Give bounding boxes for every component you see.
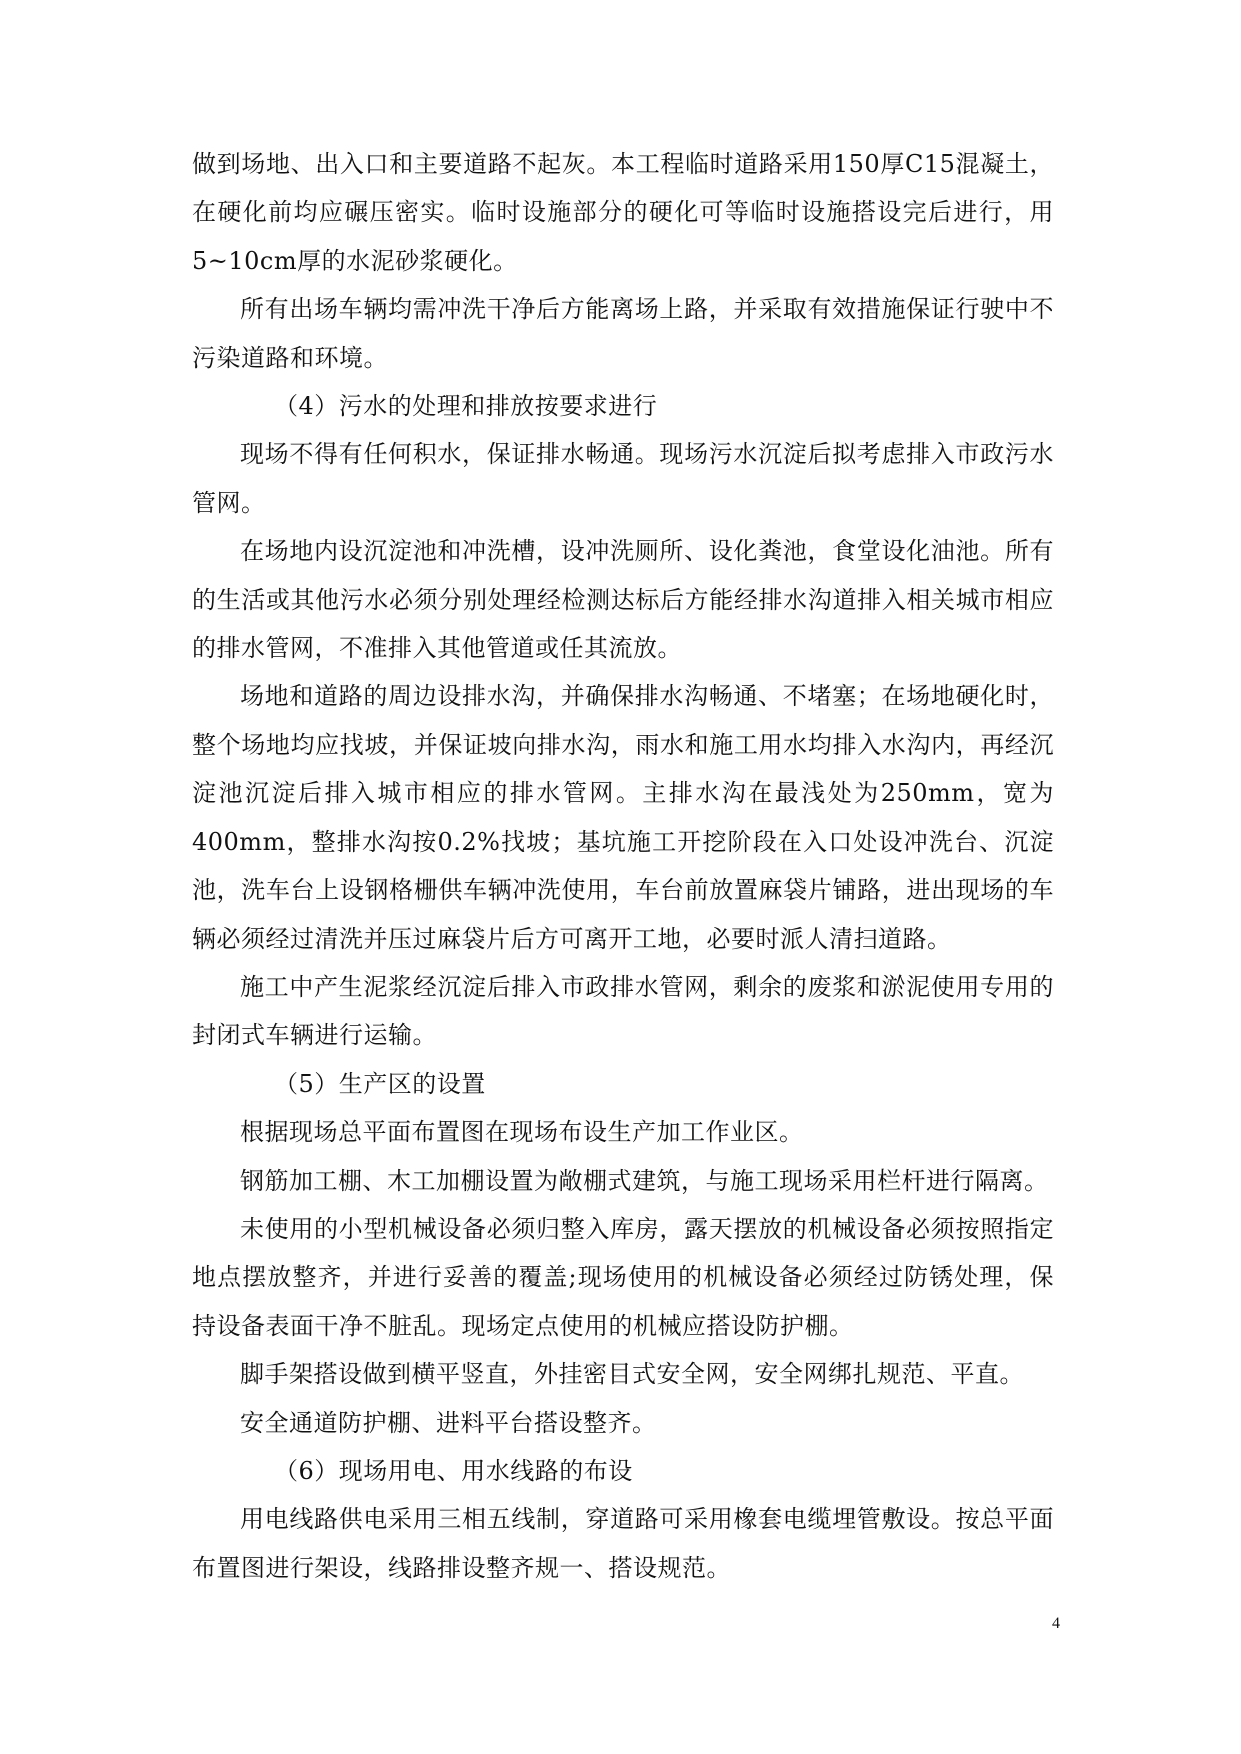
paragraph-sedimentation-tanks: 在场地内设沉淀池和冲洗槽，设冲洗厕所、设化粪池，食堂设化油池。所有的生活或其他污水必须分别处理经检测达标后方能经排水沟道排入相关城市相应的排水管网，不准排入其他管道或任其流放。	[192, 537, 1054, 663]
paragraph-vehicle-washing: 所有出场车辆均需冲洗干净后方能离场上路，并采取有效措施保证行驶中不污染道路和环境。	[192, 295, 1054, 372]
section-heading-wastewater: （4）污水的处理和排放按要求进行	[274, 392, 658, 421]
paragraph-machinery-storage: 未使用的小型机械设备必须归整入库房，露天摆放的机械设备必须按照指定地点摆放整齐，并进行妥善的覆盖;现场使用的机械设备必须经过防锈处理，保持设备表面干净不脏乱。现场定点使用的机械应搭设防护棚。	[192, 1214, 1054, 1340]
paragraph-scaffolding: 脚手架搭设做到横平竖直，外挂密目式安全网，安全网绑扎规范、平直。	[240, 1360, 1024, 1389]
document-body	[192, 140, 1054, 1592]
paragraph-work-area-layout: 根据现场总平面布置图在现场布设生产加工作业区。	[240, 1118, 804, 1147]
paragraph-no-standing-water: 现场不得有任何积水，保证排水畅通。现场污水沉淀后拟考虑排入市政污水管网。	[192, 440, 1054, 517]
section-heading-production-area: （5）生产区的设置	[274, 1069, 486, 1098]
section-heading-utility-lines: （6）现场用电、用水线路的布设	[274, 1456, 633, 1485]
paragraph-power-supply: 用电线路供电采用三相五线制，穿道路可采用橡套电缆埋管敷设。按总平面布置图进行架设，线路排设整齐规一、搭设规范。	[192, 1505, 1054, 1582]
paragraph-processing-sheds: 钢筋加工棚、木工加棚设置为敞棚式建筑，与施工现场采用栏杆进行隔离。	[240, 1166, 1049, 1195]
paragraph-road-hardening: 做到场地、出入口和主要道路不起灰。本工程临时道路采用150厚C15混凝土，在硬化前均应碾压密实。临时设施部分的硬化可等临时设施搭设完后进行，用5~10cm厚的水泥砂浆硬化。	[192, 150, 1054, 275]
page-number: 4	[1052, 1615, 1060, 1632]
paragraph-drainage-ditches: 场地和道路的周边设排水沟，并确保排水沟畅通、不堵塞；在场地硬化时，整个场地均应找坡，并保证坡向排水沟，雨水和施工用水均排入水沟内，再经沉淀池沉淀后排入城市相应的排水管网。主排水沟在最浅处为250mm，宽为400mm，整排水沟按0.2%找坡；基坑施工开挖阶段在入口处设冲洗台、沉淀池，洗车台上设钢格栅供车辆冲洗使用，车台前放置麻袋片铺路，进出现场的车辆必须经过清洗并压过麻袋片后方可离开工地，必要时派人清扫道路。	[192, 682, 1054, 953]
paragraph-safety-passage: 安全通道防护棚、进料平台搭设整齐。	[240, 1408, 657, 1437]
paragraph-mud-disposal: 施工中产生泥浆经沉淀后排入市政排水管网，剩余的废浆和淤泥使用专用的封闭式车辆进行运输。	[192, 972, 1054, 1050]
